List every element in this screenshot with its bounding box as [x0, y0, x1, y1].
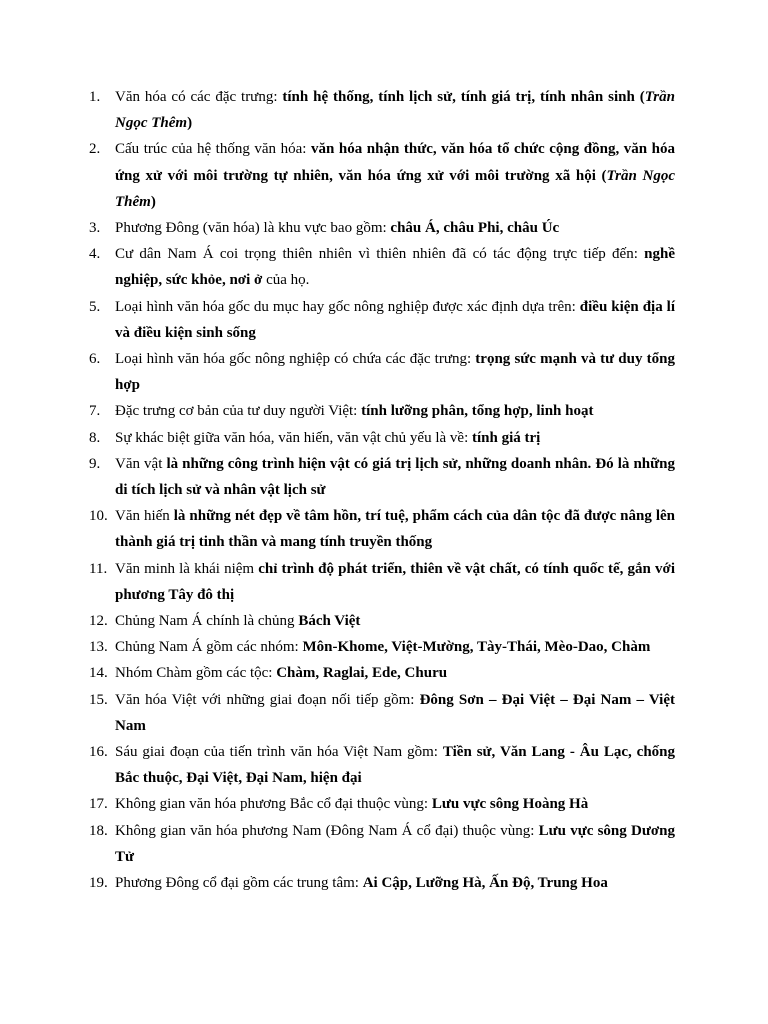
answer-text: Môn-Khome, Việt-Mường, Tày-Thái, Mèo-Dao, Chàm: [302, 639, 651, 656]
list-item: [89, 503, 675, 555]
item-number: 12.: [89, 613, 108, 630]
question-text: Văn hóa Việt với những giai đoạn nối tiếp gồm:: [115, 691, 420, 708]
answer-text: Ai Cập, Lưỡng Hà, Ấn Độ, Trung Hoa: [362, 875, 608, 892]
answer-text: Chàm, Raglai, Ede, Churu: [276, 665, 448, 682]
question-text: Cấu trúc của hệ thống văn hóa:: [115, 141, 311, 158]
item-number: 16.: [89, 744, 108, 761]
author-name: Trần Ngọc Thêm: [115, 89, 675, 132]
question-text: Chủng Nam Á chính là chủng: [115, 613, 299, 630]
question-text: Văn minh là khái niệm: [115, 560, 259, 577]
item-number: 6.: [89, 351, 101, 368]
question-text: Phương Đông cổ đại gồm các trung tâm:: [115, 875, 363, 892]
item-number: 10.: [89, 508, 108, 525]
list-item: [89, 425, 675, 451]
author-name: Trần Ngọc Thêm: [115, 167, 675, 210]
answer-text: châu Á, châu Phi, châu Úc: [390, 220, 560, 237]
answer-text: trọng sức mạnh và tư duy tổng hợp: [115, 351, 675, 394]
question-text: Cư dân Nam Á coi trọng thiên nhiên vì thiên nhiên đã có tác động trực tiếp đến:: [115, 246, 645, 263]
list-item: [89, 608, 675, 634]
question-text: Chủng Nam Á gồm các nhóm:: [115, 639, 303, 656]
item-number: 19.: [89, 875, 108, 892]
list-item: [89, 791, 675, 817]
item-number: 14.: [89, 665, 108, 682]
list-item: [89, 241, 675, 293]
list-item: [89, 660, 675, 686]
item-number: 17.: [89, 796, 108, 813]
question-text: Loại hình văn hóa gốc nông nghiệp có chứa các đặc trưng:: [115, 351, 476, 368]
list-item: [89, 346, 675, 398]
item-number: 11.: [89, 560, 108, 577]
list-item: [89, 136, 675, 215]
list-item: [89, 634, 675, 660]
item-number: 4.: [89, 246, 101, 263]
qa-list: [89, 84, 675, 896]
list-item: [89, 870, 675, 896]
list-item: [89, 818, 675, 870]
list-item: [89, 215, 675, 241]
list-item: [89, 294, 675, 346]
answer-text: là những công trình hiện vật có giá trị lịch sử, những doanh nhân. Đó là những di tích lịch sử và nhân vật lịch sử: [115, 455, 675, 499]
list-item: [89, 451, 675, 503]
question-text: Văn vật: [115, 455, 167, 472]
answer-text: tính giá trị: [471, 429, 541, 446]
answer-text: nghề nghiệp, sức khỏe, nơi ở: [115, 246, 675, 289]
answer-text: điều kiện địa lí và điều kiện sinh sống: [115, 298, 675, 341]
answer-text: ): [150, 193, 156, 210]
list-item: [89, 739, 675, 791]
question-text: Không gian văn hóa phương Nam (Đông Nam Á cổ đại) thuộc vùng:: [115, 822, 539, 839]
question-text: Không gian văn hóa phương Bắc cổ đại thuộc vùng:: [115, 796, 432, 813]
answer-text: Bách Việt: [298, 613, 361, 630]
answer-text: Đông Sơn – Đại Việt – Đại Nam – Việt Nam: [115, 691, 675, 734]
answer-text: Lưu vực sông Dương Tử: [115, 822, 675, 865]
list-item: [89, 84, 675, 136]
item-number: 8.: [89, 429, 101, 446]
question-text: Văn hóa có các đặc trưng:: [115, 89, 283, 105]
item-number: 13.: [89, 639, 108, 656]
answer-text: Lưu vực sông Hoàng Hà: [431, 796, 589, 813]
item-number: 5.: [89, 298, 101, 315]
item-number: 9.: [89, 455, 101, 472]
item-number: 1.: [89, 89, 101, 105]
answer-text: ): [187, 115, 193, 132]
answer-text: tính hệ thống, tính lịch sử, tính giá trị, tính nhân sinh (: [282, 89, 645, 105]
list-item: [89, 687, 675, 739]
answer-text: Tiền sử, Văn Lang - Âu Lạc, chống Bắc thuộc, Đại Việt, Đại Nam, hiện đại: [115, 744, 676, 787]
question-text: Nhóm Chàm gồm các tộc:: [115, 665, 277, 682]
answer-text: là những nét đẹp về tâm hồn, trí tuệ, phẩm cách của dân tộc đã được nâng lên thành giá trị tinh thần và mang tính truyền thống: [115, 508, 675, 551]
question-text: Sự khác biệt giữa văn hóa, văn hiến, văn vật chủ yếu là về:: [115, 429, 472, 446]
question-text: Văn hiến: [115, 508, 174, 525]
item-number: 3.: [89, 220, 101, 237]
list-item: [89, 398, 675, 424]
item-number: 2.: [89, 141, 101, 158]
answer-text: chỉ trình độ phát triển, thiên về vật chất, có tính quốc tế, gắn với phương Tây đô thị: [115, 560, 676, 603]
question-text: của họ.: [262, 272, 310, 289]
item-number: 18.: [89, 822, 108, 839]
item-number: 15.: [89, 691, 108, 708]
answer-text: văn hóa nhận thức, văn hóa tổ chức cộng đồng, văn hóa ứng xử với môi trường tự nhiên, văn hóa ứng xử với môi trường xã hội (: [115, 141, 675, 184]
question-text: Sáu giai đoạn của tiến trình văn hóa Việt Nam gồm:: [115, 744, 443, 761]
question-text: Đặc trưng cơ bản của tư duy người Việt:: [115, 403, 362, 420]
answer-text: tính lưỡng phân, tổng hợp, linh hoạt: [361, 403, 594, 420]
list-item: [89, 556, 675, 608]
item-number: 7.: [89, 403, 101, 420]
question-text: Phương Đông (văn hóa) là khu vực bao gồm:: [115, 220, 391, 237]
question-text: Loại hình văn hóa gốc du mục hay gốc nông nghiệp được xác định dựa trên:: [115, 298, 580, 315]
